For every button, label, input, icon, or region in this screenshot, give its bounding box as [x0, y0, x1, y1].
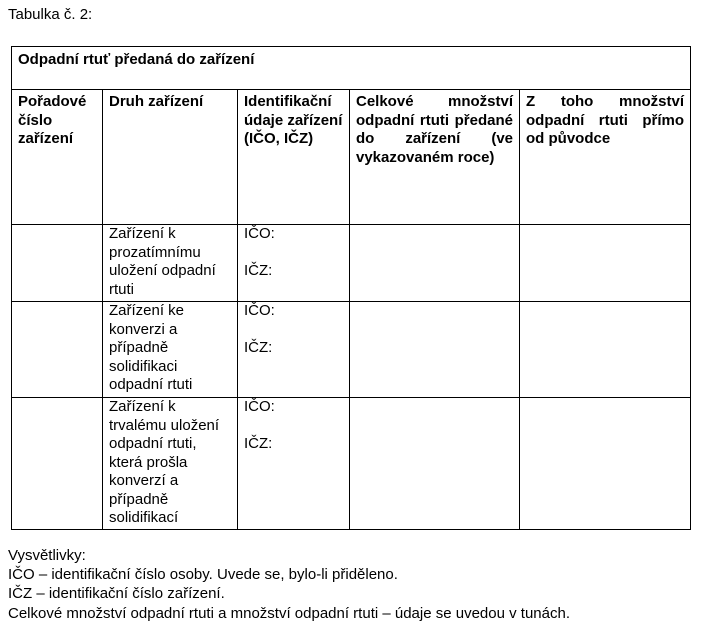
note-line: IČZ – identifikační číslo zařízení.	[8, 585, 225, 603]
ico-label: IČO:	[244, 398, 275, 415]
header-direct-amount: Z toho množství odpadní rtuti přímo od původce	[520, 90, 691, 225]
cell-direct-amount	[520, 225, 691, 302]
table-caption: Tabulka č. 2:	[8, 6, 93, 23]
waste-mercury-table	[11, 46, 691, 530]
table-title: Odpadní rtuť předaná do zařízení	[12, 47, 691, 90]
cell-facility-type	[103, 398, 238, 530]
table-row	[12, 398, 691, 530]
cell-total-amount	[350, 302, 520, 398]
table-row	[12, 225, 691, 302]
icz-label: IČZ:	[244, 262, 273, 279]
icz-label: IČZ:	[244, 339, 273, 356]
cell-total-amount	[350, 225, 520, 302]
cell-facility-type	[103, 225, 238, 302]
explanatory-notes	[8, 546, 570, 623]
cell-number	[12, 225, 103, 302]
facility-type-text: Zařízení ke konverzi a případně solidifikaci odpadní rtuti	[109, 302, 193, 393]
note-line: Celkové množství odpadní rtuti a množství odpadní rtuti – údaje se uvedou v tunách.	[8, 604, 570, 622]
facility-type-text: Zařízení k prozatímnímu uložení odpadní rtuti	[109, 225, 216, 298]
cell-number	[12, 398, 103, 530]
header-facility-type: Druh zařízení	[103, 90, 238, 225]
header-identification: Identifikační údaje zařízení (IČO, IČZ)	[238, 90, 350, 225]
cell-identification	[238, 398, 350, 530]
facility-type-text: Zařízení k trvalému uložení odpadní rtuti, která prošla konverzí a případně solidifikací	[109, 398, 220, 526]
cell-total-amount	[350, 398, 520, 530]
header-total-amount: Celkové množství odpadní rtuti předané do zařízení (ve vykazovaném roce)	[350, 90, 520, 225]
cell-facility-type	[103, 302, 238, 398]
notes-heading: Vysvětlivky:	[8, 547, 86, 564]
table-row	[12, 302, 691, 398]
header-order-number: Pořadové číslo zařízení	[12, 90, 103, 225]
cell-direct-amount	[520, 302, 691, 398]
ico-label: IČO:	[244, 302, 275, 319]
cell-direct-amount	[520, 398, 691, 530]
cell-identification	[238, 225, 350, 302]
note-line: IČO – identifikační číslo osoby. Uvede se, bylo-li přiděleno.	[8, 566, 398, 584]
cell-identification	[238, 302, 350, 398]
ico-label: IČO:	[244, 225, 275, 242]
icz-label: IČZ:	[244, 435, 273, 452]
cell-number	[12, 302, 103, 398]
